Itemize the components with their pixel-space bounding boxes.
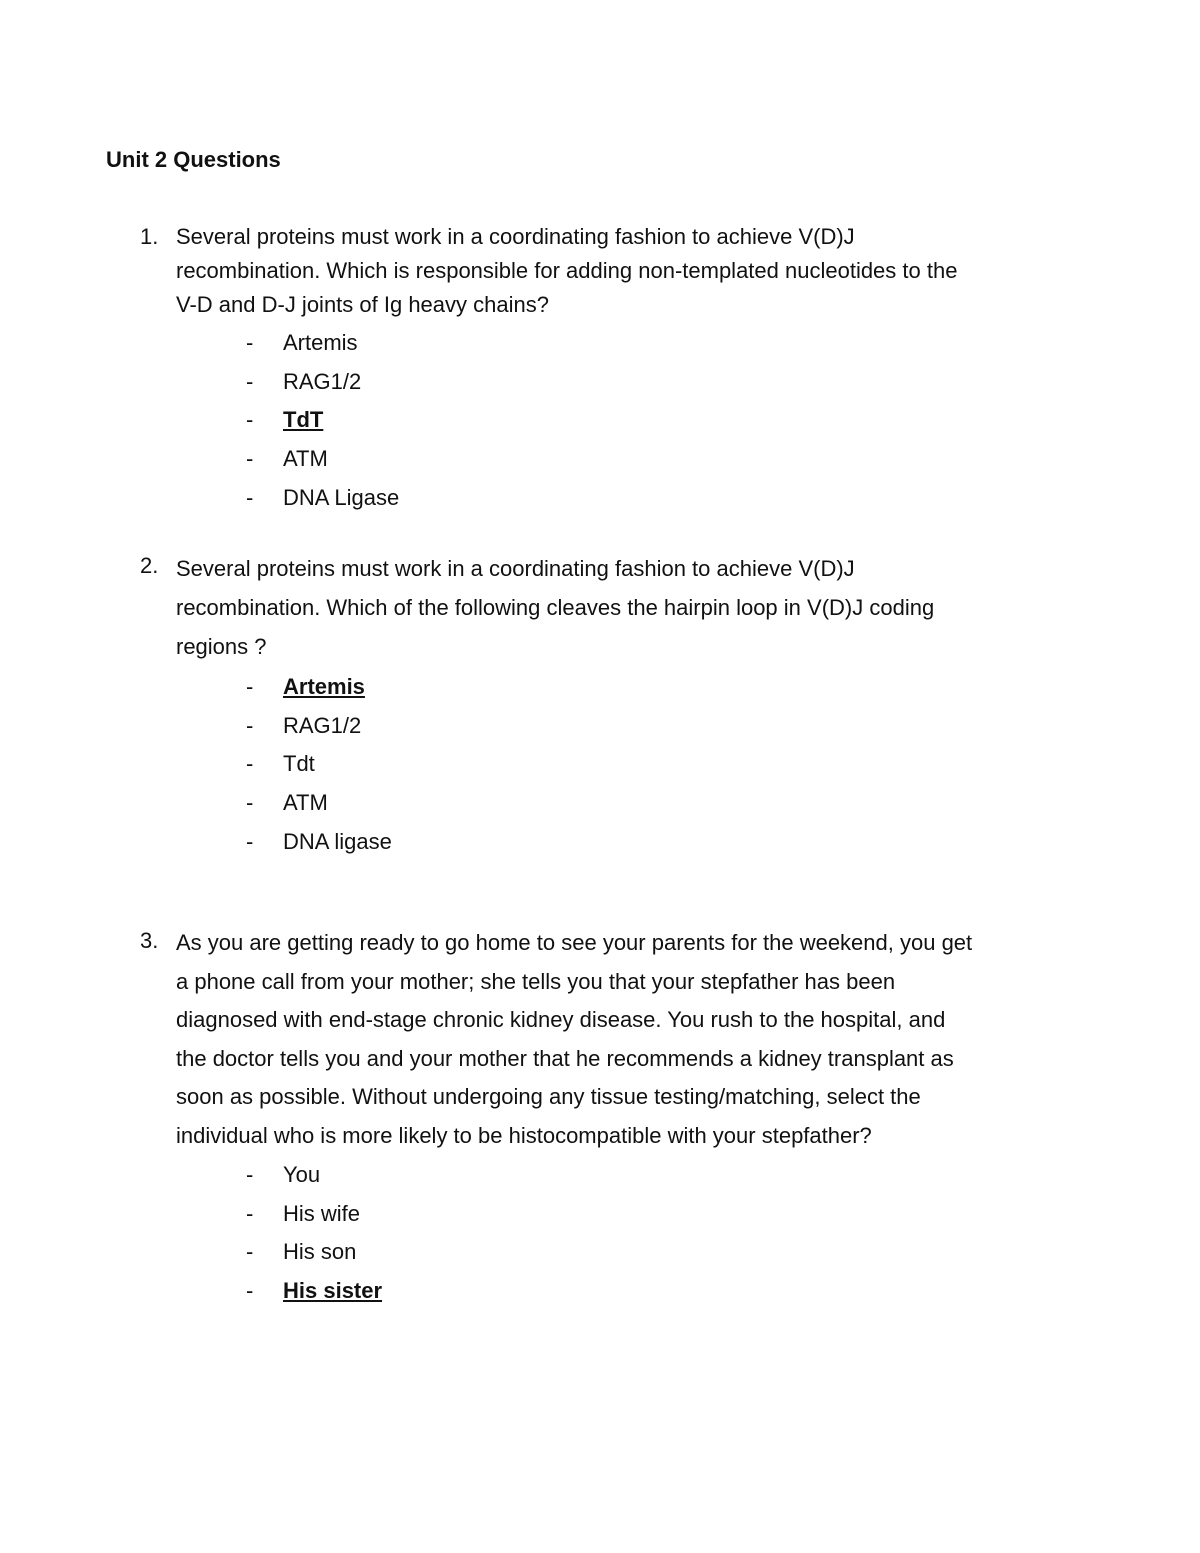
list-dash: - [246, 712, 254, 738]
answer-options [140, 668, 1100, 861]
option-label: His son [283, 1239, 357, 1265]
list-dash: - [246, 828, 254, 854]
answer-option [140, 784, 1100, 823]
option-label: RAG1/2 [283, 368, 362, 394]
option-label: Tdt [283, 751, 315, 777]
option-label: Artemis [283, 674, 365, 699]
list-dash: - [246, 484, 254, 510]
answer-option [140, 1195, 1100, 1234]
question-text: As you are getting ready to go home to see your parents for the weekend, you get a phone call from your mother; she tells you that your stepfather has been diagnosed with end-stage chronic kidney disease. You rush to the hospital, and the doctor tells you and your mother that he recommends a kidney transplant as soon as possible. Without undergoing any tissue testing/matching, select the individual who is more likely to be histocompatible with your stepfather? [176, 930, 973, 1148]
answer-option [140, 363, 1100, 402]
question-text: Several proteins must work in a coordinating fashion to achieve V(D)J recombination. Which of the following cleaves the hairpin loop in V(D)J coding regions ? [176, 556, 935, 659]
list-dash: - [246, 1278, 254, 1304]
question-text: Several proteins must work in a coordinating fashion to achieve V(D)J recombination. Which is responsible for adding non-templated nucleotides to the V-D and D-J joints of Ig heavy chains? [176, 224, 958, 317]
question-number: 2. [140, 553, 159, 578]
question-3 [140, 924, 1100, 1311]
answer-option [140, 324, 1100, 363]
option-label: RAG1/2 [283, 712, 362, 738]
answer-option [140, 479, 1100, 518]
question-2 [140, 549, 1100, 861]
option-label: You [283, 1162, 321, 1187]
option-label: DNA ligase [283, 828, 392, 854]
list-dash: - [246, 1162, 254, 1187]
answer-options [140, 1156, 1100, 1311]
option-label: His wife [283, 1200, 361, 1226]
list-dash: - [246, 790, 254, 816]
answer-option [140, 1272, 1100, 1311]
question-number: 3. [140, 928, 159, 953]
option-label: ATM [283, 790, 328, 816]
answer-option [140, 668, 1100, 707]
option-label: ATM [283, 446, 328, 472]
answer-option [140, 440, 1100, 479]
answer-options [140, 324, 1100, 517]
option-label: His sister [283, 1278, 383, 1304]
list-dash: - [246, 330, 254, 355]
answer-option [140, 823, 1100, 862]
list-dash: - [246, 368, 254, 394]
option-label: Artemis [283, 330, 358, 355]
answer-option [140, 401, 1100, 440]
answer-option [140, 745, 1100, 784]
question-number: 1. [140, 224, 159, 249]
answer-option [140, 707, 1100, 746]
list-dash: - [246, 1239, 254, 1265]
list-dash: - [246, 1200, 254, 1226]
list-dash: - [246, 674, 254, 699]
option-label: TdT [283, 407, 324, 433]
list-dash: - [246, 446, 254, 472]
page-title: Unit 2 Questions [106, 147, 281, 172]
question-1 [140, 220, 1100, 517]
answer-option [140, 1156, 1100, 1195]
list-dash: - [246, 407, 254, 433]
answer-option [140, 1233, 1100, 1272]
option-label: DNA Ligase [283, 484, 400, 510]
list-dash: - [246, 751, 254, 777]
